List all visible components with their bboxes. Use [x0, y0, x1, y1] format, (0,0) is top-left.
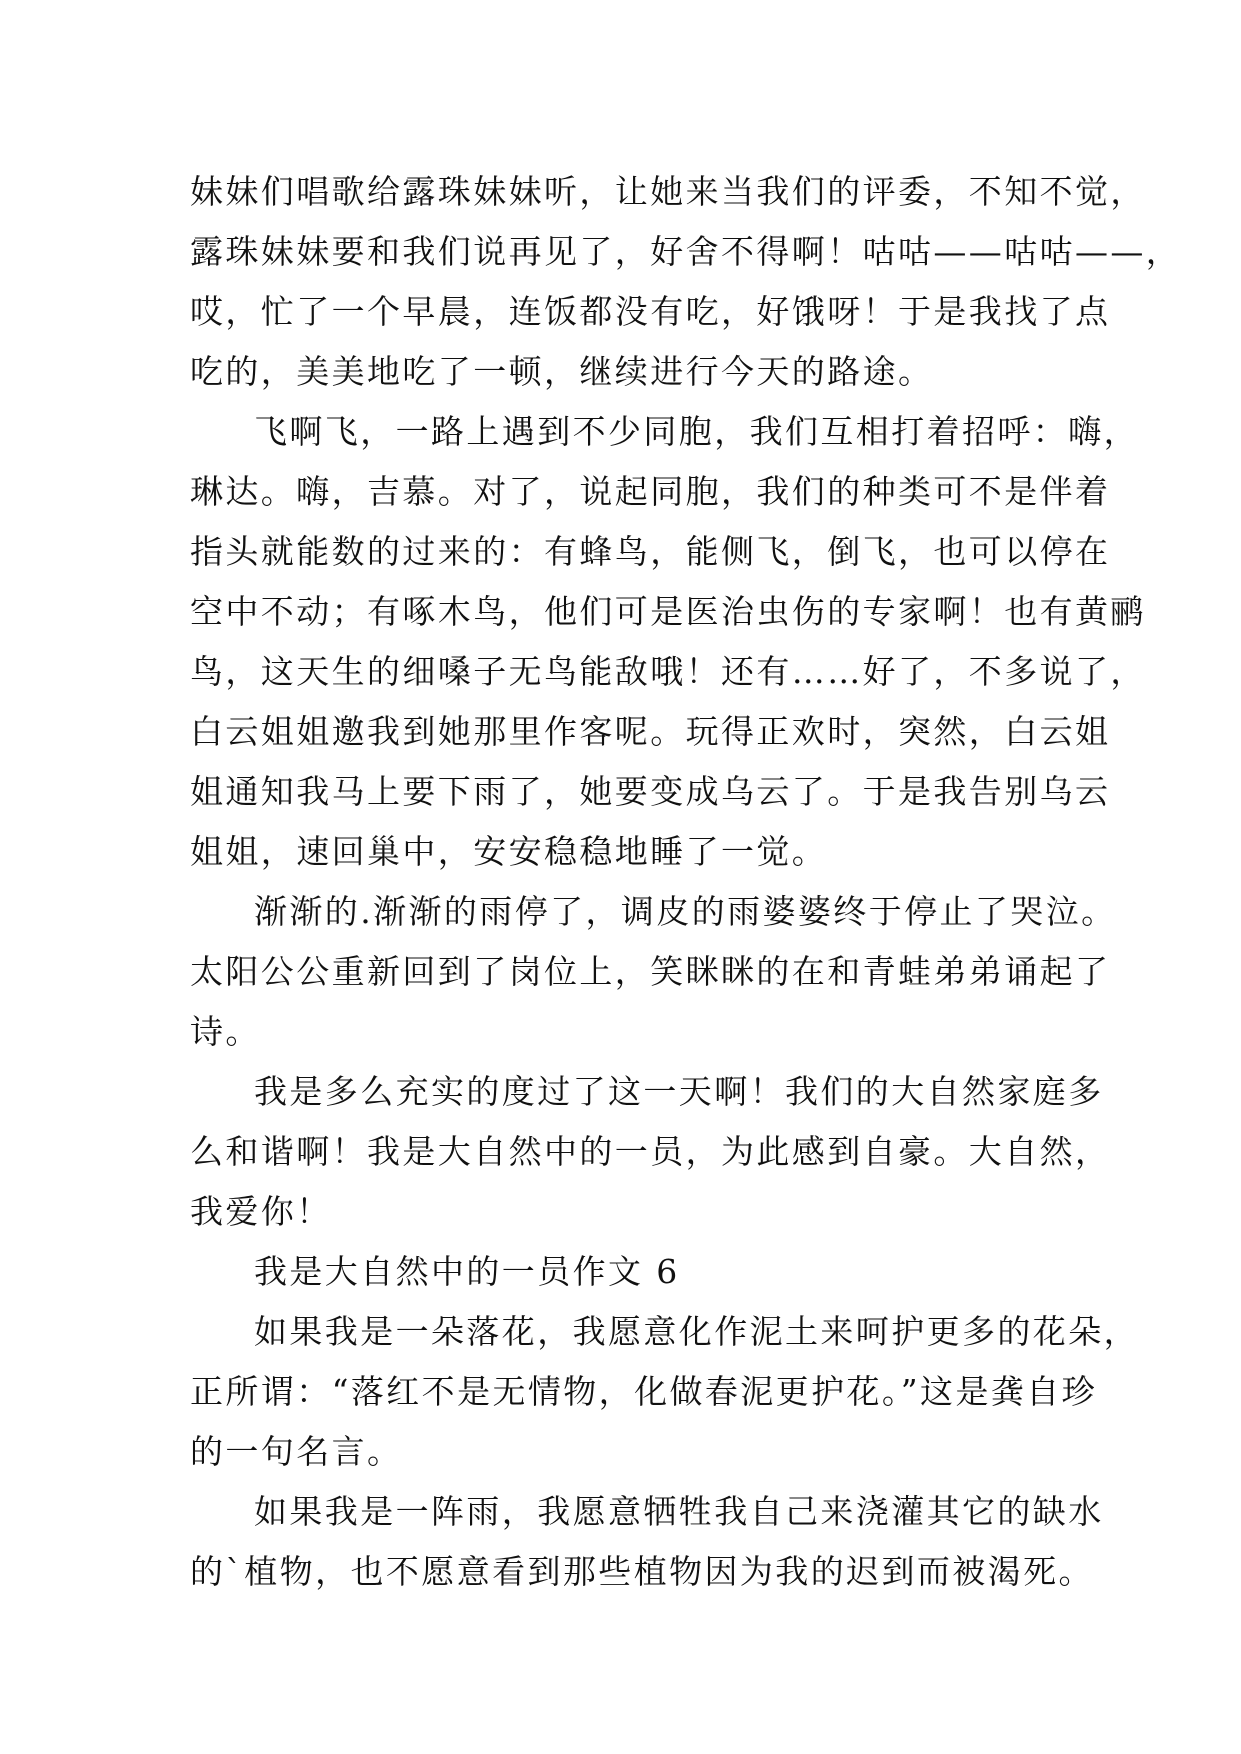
text-line: 哎，忙了一个早晨，连饭都没有吃，好饿呀！于是我找了点 [190, 292, 1111, 331]
text-line: 正所谓：“落红不是无情物，化做春泥更护花。”这是龚自珍 [190, 1372, 1098, 1411]
text-line: 姐通知我马上要下雨了，她要变成乌云了。于是我告别乌云 [190, 772, 1111, 811]
text-line: 么和谐啊！我是大自然中的一员，为此感到自豪。大自然， [190, 1132, 1111, 1171]
paragraph-start-line: 渐渐的.渐渐的雨停了，调皮的雨婆婆终于停止了哭泣。 [254, 892, 1117, 931]
text-line: 姐姐，速回巢中，安安稳稳地睡了一觉。 [190, 832, 828, 871]
text-line: 我爱你！ [190, 1192, 332, 1231]
paragraph-start-line: 如果我是一阵雨，我愿意牺牲我自己来浇灌其它的缺水 [254, 1492, 1104, 1531]
paragraph-start-line: 我是多么充实的度过了这一天啊！我们的大自然家庭多 [254, 1072, 1104, 1111]
text-line: 的`植物，也不愿意看到那些植物因为我的迟到而被渴死。 [190, 1552, 1094, 1591]
text-line: 指头就能数的过来的：有蜂鸟，能侧飞，倒飞，也可以停在 [190, 532, 1111, 571]
text-line: 诗。 [190, 1012, 261, 1051]
text-line: 的一句名言。 [190, 1432, 403, 1471]
paragraph-start-line: 如果我是一朵落花，我愿意化作泥土来呵护更多的花朵， [254, 1312, 1139, 1351]
text-line: 妹妹们唱歌给露珠妹妹听，让她来当我们的评委，不知不觉， [190, 172, 1146, 211]
text-line: 太阳公公重新回到了岗位上，笑眯眯的在和青蛙弟弟诵起了 [190, 952, 1111, 991]
text-line: 白云姐姐邀我到她那里作客呢。玩得正欢时，突然，白云姐 [190, 712, 1111, 751]
text-line: 空中不动；有啄木鸟，他们可是医治虫伤的专家啊！也有黄鹂 [190, 592, 1146, 631]
essay-body [190, 162, 1182, 1602]
text-line: 吃的，美美地吃了一顿，继续进行今天的路途。 [190, 352, 934, 391]
text-line: 露珠妹妹要和我们说再见了，好舍不得啊！咕咕——咕咕——， [190, 232, 1182, 271]
section-heading: 我是大自然中的一员作文 6 [254, 1252, 680, 1291]
text-line: 琳达。嗨，吉慕。对了，说起同胞，我们的种类可不是伴着 [190, 472, 1111, 511]
text-line: 鸟，这天生的细嗓子无鸟能敌哦！还有……好了，不多说了， [190, 652, 1146, 691]
paragraph-start-line: 飞啊飞，一路上遇到不少同胞，我们互相打着招呼：嗨， [254, 412, 1139, 451]
